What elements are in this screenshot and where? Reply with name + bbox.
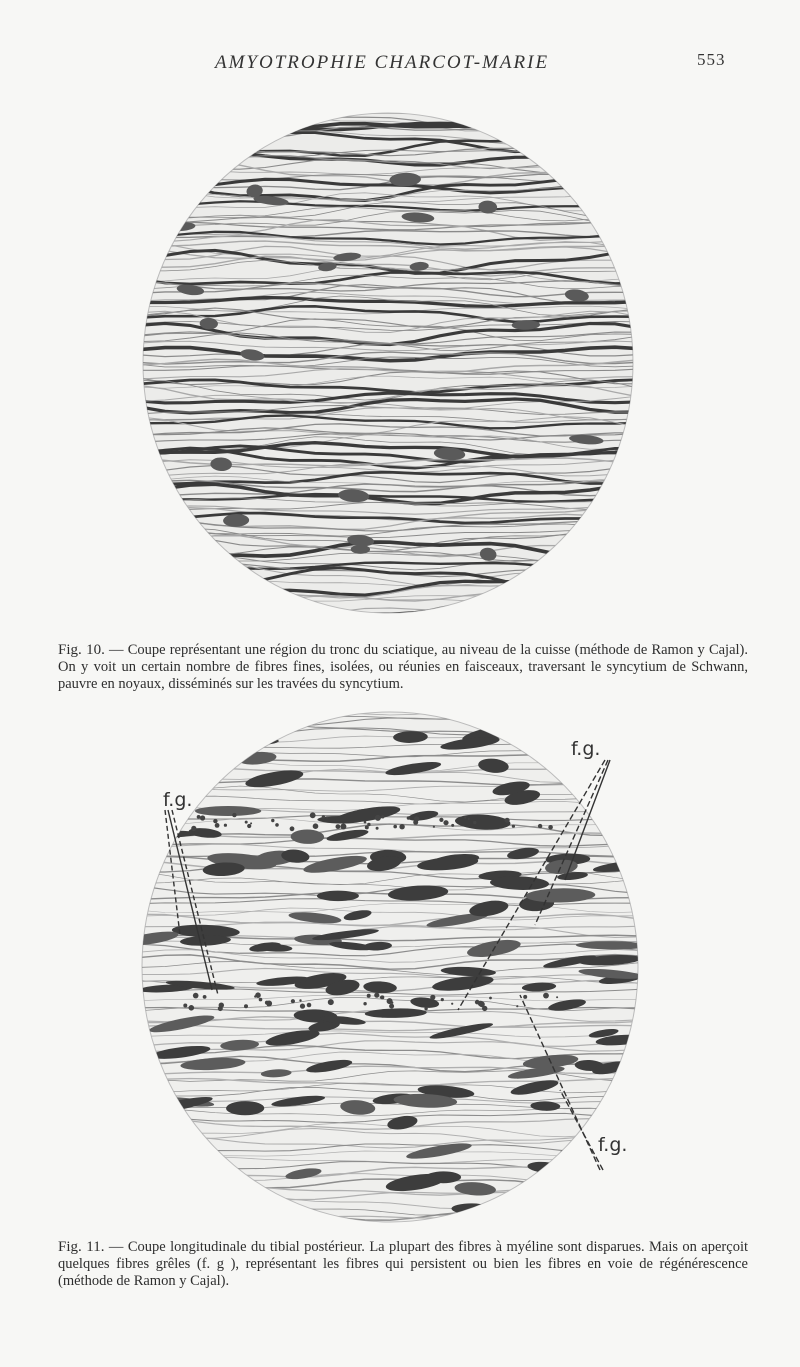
granule-dot — [441, 998, 444, 1001]
nucleus-shape — [486, 1197, 538, 1219]
granule-dot — [313, 823, 319, 829]
granule-dot — [430, 995, 435, 1000]
fg-annotation-label: f.g. — [571, 738, 601, 760]
granule-dot — [433, 826, 435, 828]
granule-dot — [275, 823, 279, 827]
granule-dot — [381, 815, 384, 818]
granule-dot — [244, 1004, 248, 1008]
granule-dot — [516, 1005, 518, 1007]
running-head — [0, 52, 800, 76]
granule-dot — [322, 815, 325, 818]
granule-dot — [556, 996, 558, 998]
figure-11-illustration — [140, 705, 640, 1225]
granule-dot — [265, 1001, 269, 1005]
granule-dot — [424, 1007, 427, 1010]
granule-dot — [399, 824, 404, 829]
granule-dot — [375, 815, 381, 821]
nucleus-shape — [195, 806, 261, 816]
granule-dot — [259, 998, 263, 1002]
granule-dot — [451, 1003, 453, 1005]
granule-dot — [291, 999, 295, 1003]
granule-dot — [290, 826, 295, 831]
nucleus-shape — [317, 891, 359, 902]
caption-text: — Coupe représentant une région du tronc du sciatique, au niveau de la cuisse (méthode de Ramon y Cajal). On y voit un certain nombre de fibres fines, isolées, ou réunies en faisceaux, traversant le syncytium de Schwann, pauvre en noyaux, disséminés sur les travées du syncytium. — [58, 641, 748, 692]
granule-dot — [548, 825, 553, 830]
granule-dot — [451, 824, 454, 827]
granule-dot — [336, 824, 341, 829]
fg-annotation-label: f.g. — [598, 1134, 628, 1156]
granule-dot — [468, 818, 470, 820]
nucleus-shape — [568, 1178, 608, 1197]
figure-11-caption — [58, 1239, 748, 1290]
granule-dot — [215, 823, 220, 828]
granule-dot — [310, 812, 316, 818]
granule-dot — [376, 827, 379, 830]
granule-dot — [364, 821, 367, 824]
nucleus-shape — [531, 733, 575, 745]
caption-text: — Coupe longitudinale du tibial postérieur. La plupart des fibres à myéline sont disparues. Mais on aperçoit quelques fibres grêles (f. g ), représentant les fibres qui persistent ou bien les fibres en voie de régénérescence (méthode de Ramon y Cajal). — [58, 1238, 749, 1289]
granule-dot — [224, 824, 227, 827]
figure-10-illustration — [140, 105, 640, 615]
granule-dot — [391, 1002, 393, 1004]
granule-dot — [479, 1001, 485, 1007]
granule-dot — [380, 997, 382, 999]
granule-dot — [197, 815, 201, 819]
granule-dot — [439, 818, 443, 822]
granule-dot — [232, 813, 236, 817]
granule-dot — [389, 1004, 394, 1009]
granule-dot — [218, 1006, 223, 1011]
granule-dot — [328, 999, 334, 1005]
nucleus-shape — [527, 737, 571, 755]
nucleus-shape — [351, 545, 370, 554]
granule-dot — [413, 820, 418, 825]
granule-dot — [193, 993, 199, 999]
page-number: 553 — [697, 50, 726, 69]
granule-dot — [473, 821, 476, 824]
granule-dot — [213, 819, 217, 823]
microscope-section-icon — [140, 105, 640, 615]
granule-dot — [245, 821, 248, 824]
microscope-section-icon — [140, 705, 640, 1225]
granule-dot — [367, 994, 371, 998]
granule-dot — [363, 1002, 366, 1005]
nucleus-shape — [233, 723, 289, 734]
granule-dot — [255, 992, 261, 998]
granule-dot — [407, 816, 411, 820]
granule-dot — [523, 995, 527, 999]
fg-annotation-label: f.g. — [163, 789, 193, 811]
nucleus-shape — [157, 727, 229, 743]
granule-dot — [200, 815, 205, 820]
granule-dot — [340, 824, 346, 830]
granule-dot — [271, 819, 274, 822]
granule-dot — [393, 825, 397, 829]
granule-dot — [543, 993, 549, 999]
granule-dot — [489, 997, 492, 1000]
granule-dot — [326, 816, 328, 818]
running-title: AMYOTROPHIE CHARCOT-MARIE — [215, 52, 550, 73]
nucleus-shape — [575, 721, 621, 731]
granule-dot — [365, 825, 369, 829]
granule-dot — [183, 1004, 187, 1008]
granule-dot — [300, 1004, 305, 1009]
granule-dot — [443, 820, 448, 825]
granule-dot — [250, 822, 252, 824]
granule-dot — [247, 824, 251, 828]
caption-label: Fig. 10. — [58, 641, 105, 658]
granule-dot — [191, 826, 196, 831]
granule-dot — [203, 995, 207, 999]
granule-dot — [374, 993, 379, 998]
nucleus-shape — [140, 732, 181, 748]
granule-dot — [189, 1005, 195, 1011]
caption-label: Fig. 11. — [58, 1238, 105, 1255]
nucleus-shape — [140, 1129, 169, 1139]
granule-dot — [475, 1000, 480, 1005]
granule-dot — [505, 818, 510, 823]
figure-10-caption — [58, 642, 748, 693]
granule-dot — [538, 824, 542, 828]
granule-dot — [464, 817, 466, 819]
granule-dot — [299, 999, 301, 1001]
granule-dot — [307, 1003, 312, 1008]
nucleus-shape — [184, 1161, 229, 1179]
nucleus-shape — [451, 1203, 492, 1215]
granule-dot — [512, 825, 515, 828]
